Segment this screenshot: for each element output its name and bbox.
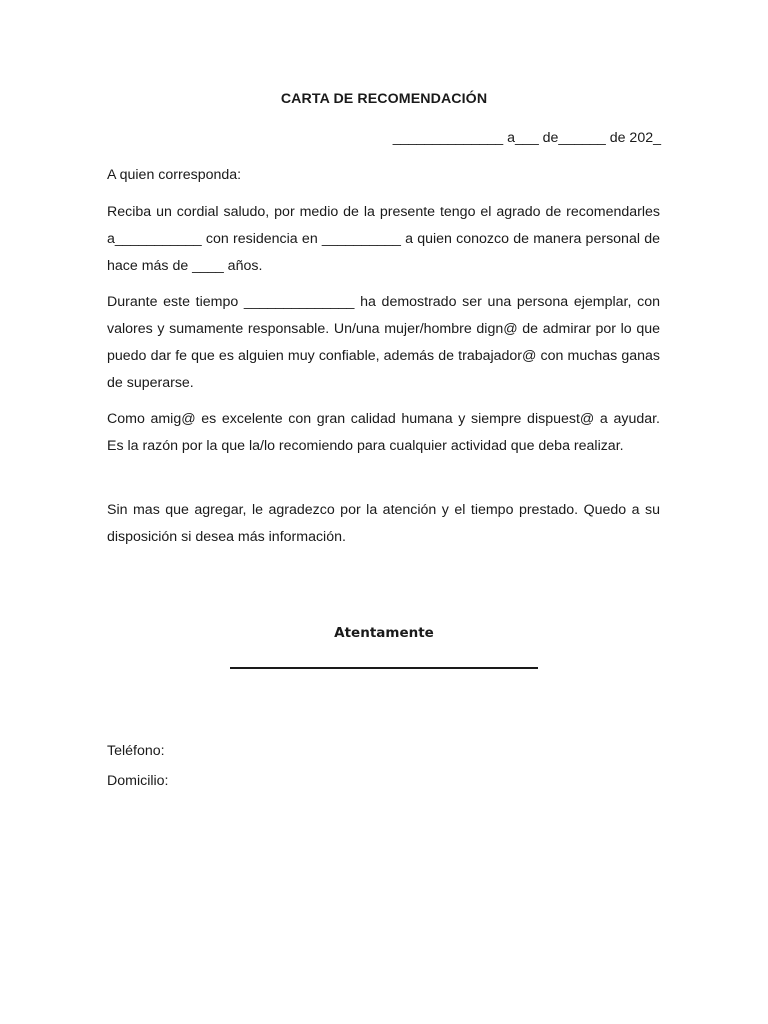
paragraph-farewell: Sin mas que agregar, le agradezco por la atención y el tiempo prestado. Quedo a su disposición si desea más información.	[107, 502, 660, 545]
date-line: ______________ a___ de______ de 202_	[392, 130, 661, 146]
closing-atentamente: Atentamente	[334, 625, 434, 641]
paragraph-character: Durante este tiempo ______________ ha demostrado ser una persona ejemplar, con valores y sumamente responsable. Un/una mujer/hombre dign@ de admirar por lo que puedo dar fe que es alguien muy confiable, además de trabajador@ con muchas ganas de superarse.	[107, 294, 660, 391]
paragraph-introduction: Reciba un cordial saludo, por medio de la presente tengo el agrado de recomendarles a___________ con residencia en __________ a quien conozco de manera personal de hace más de ____ años.	[107, 204, 660, 274]
telefono-label: Teléfono:	[107, 743, 165, 759]
paragraph-recommendation: Como amig@ es excelente con gran calidad humana y siempre dispuest@ a ayudar. Es la razón por la que la/lo recomiendo para cualquier actividad que deba realizar.	[107, 411, 660, 454]
salutation: A quien corresponda:	[107, 167, 242, 183]
document-title: CARTA DE RECOMENDACIÓN	[280, 91, 488, 107]
signature-line	[230, 667, 538, 669]
domicilio-label: Domicilio:	[107, 773, 169, 789]
